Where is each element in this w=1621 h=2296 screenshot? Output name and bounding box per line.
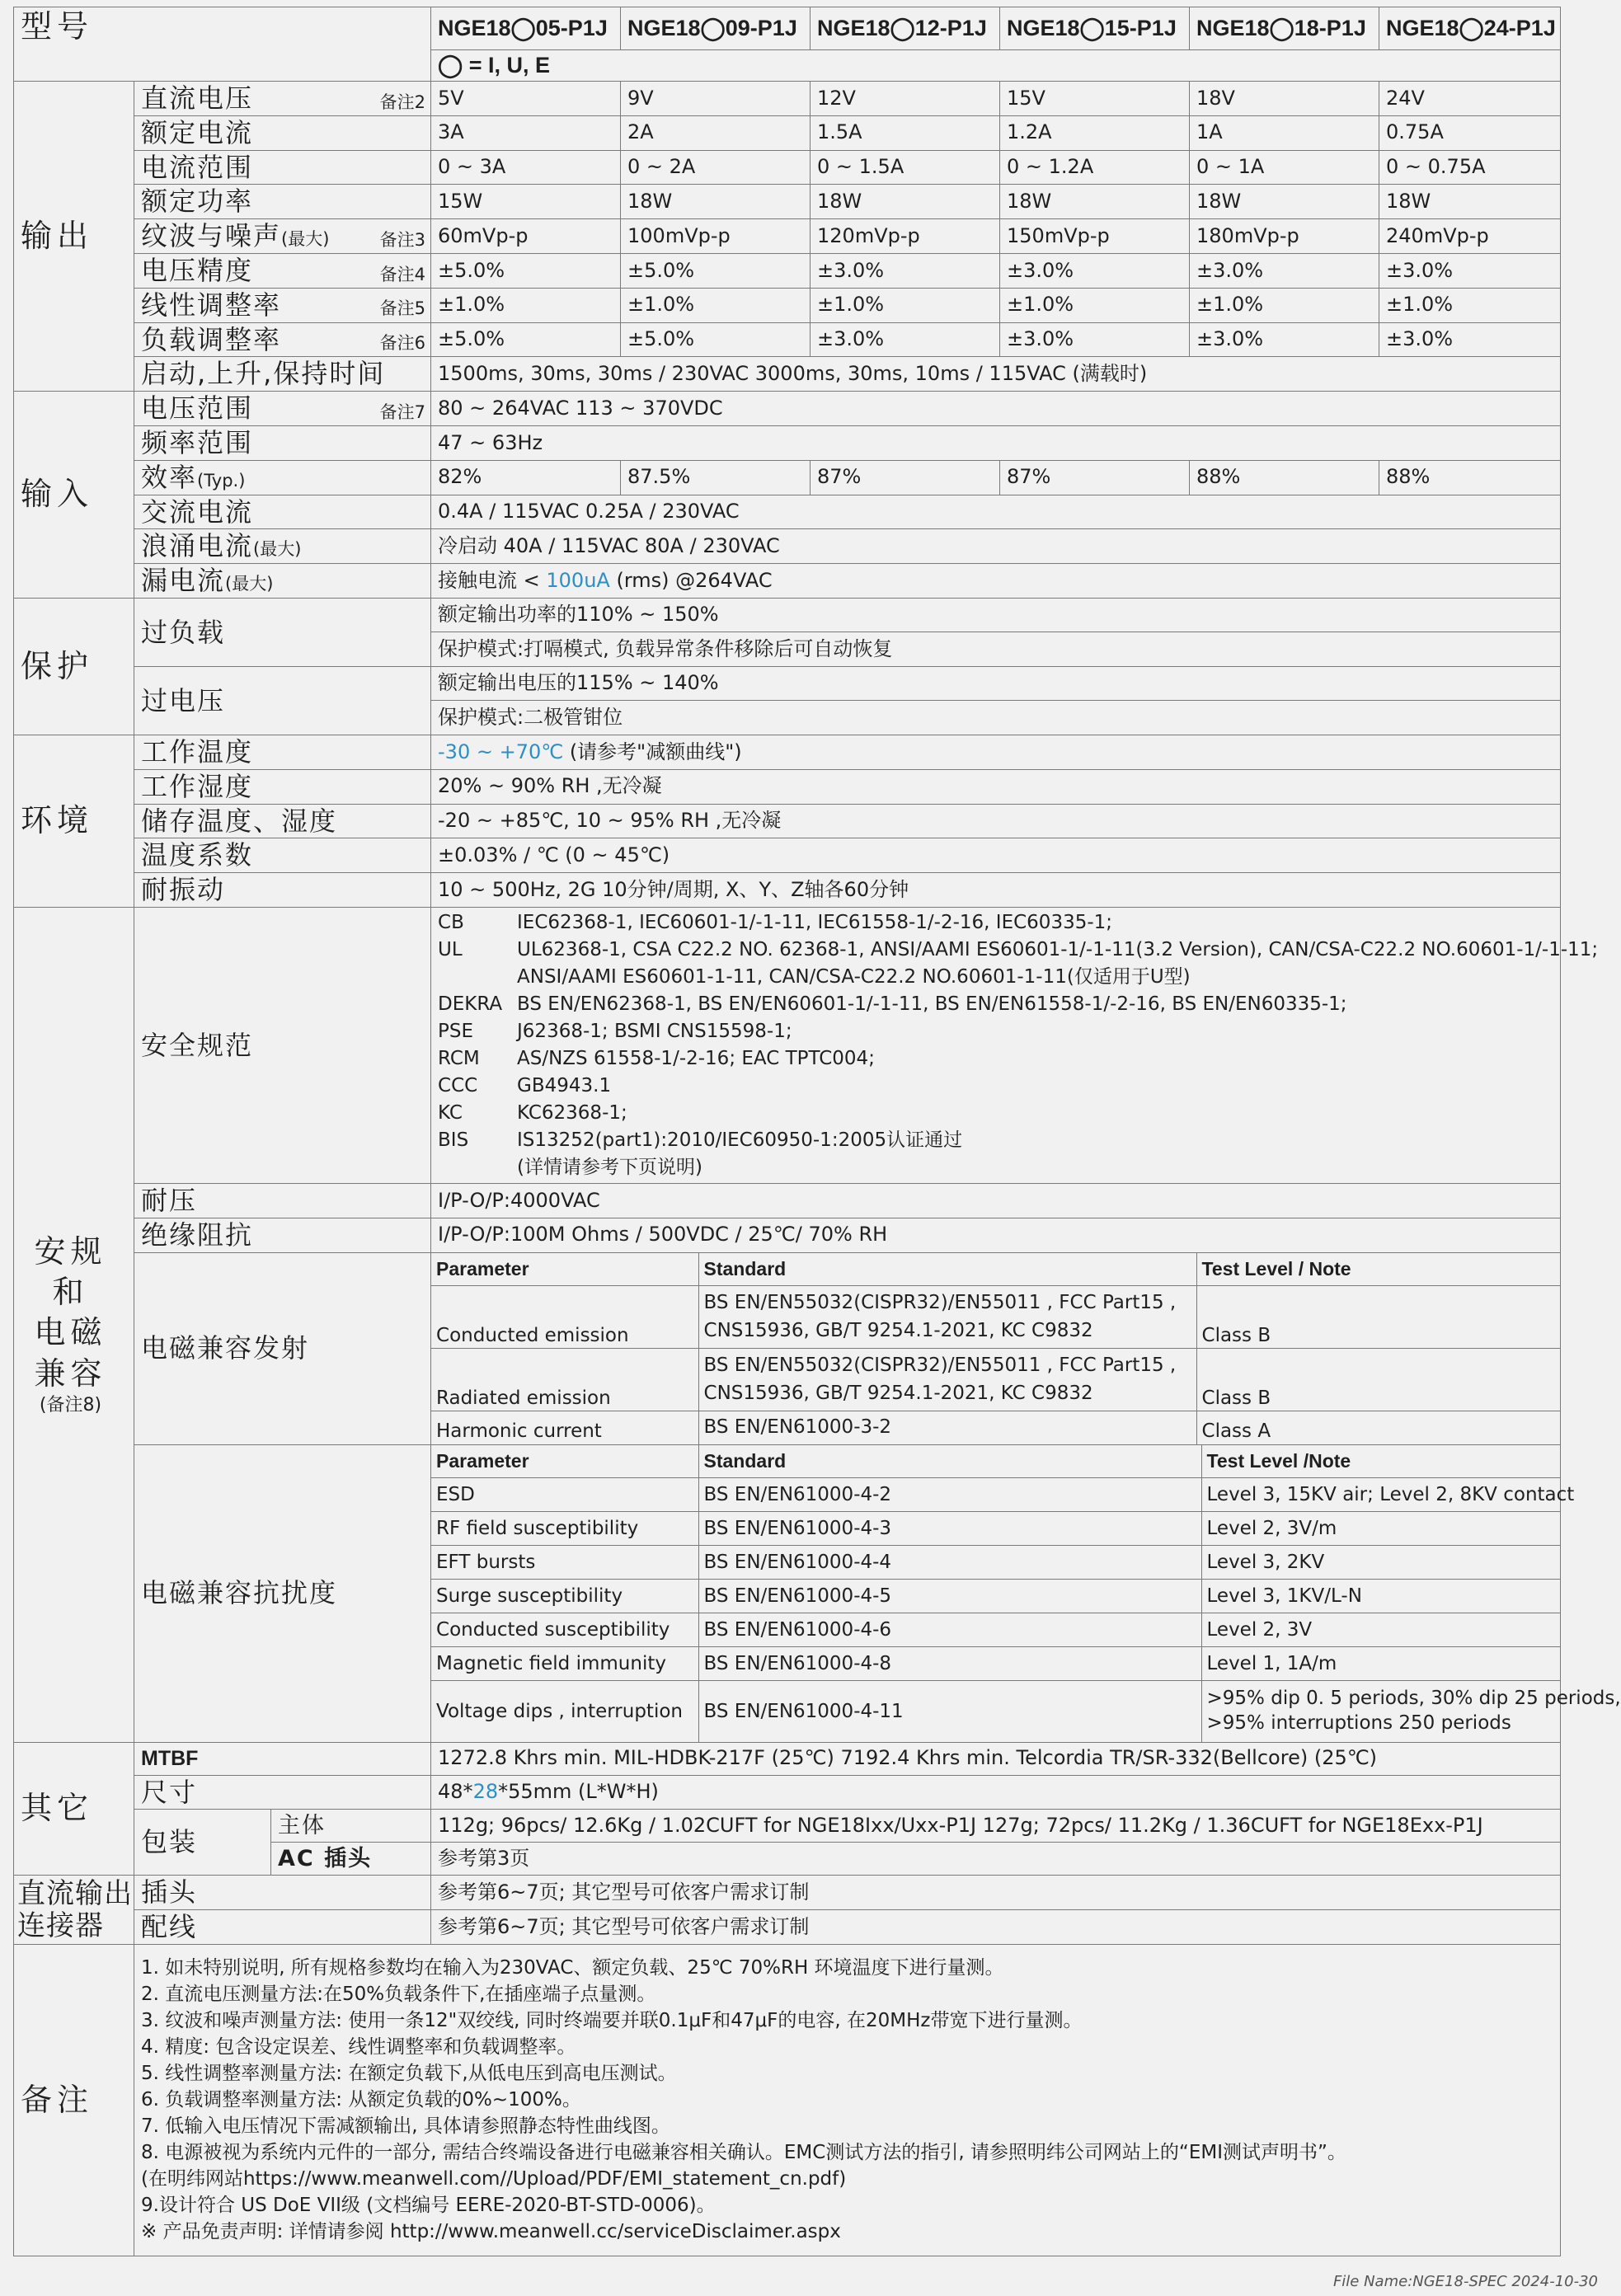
output-value: 18W (621, 185, 810, 219)
ac-current-label: 交流电流 (141, 495, 254, 528)
immunity-level: Level 3, 1KV/L-N (1201, 1580, 1560, 1613)
output-value: 15W (431, 185, 621, 219)
immunity-standard: BS EN/EN61000-4-3 (698, 1512, 1201, 1546)
output-param-qualifier: (最大) (281, 229, 330, 250)
inrush-value: 冷启动 40A / 115VAC 80A / 230VAC (431, 529, 1561, 564)
op-temp-value (431, 735, 1561, 769)
output-value: 120mVp-p (810, 219, 1000, 254)
emission-standard: BS EN/EN55032(CISPR32)/EN55011 , FCC Part15 , (703, 1292, 1177, 1314)
safety-cert: UL (438, 938, 463, 960)
spec-row (14, 357, 1561, 392)
size-value (431, 1775, 1561, 1810)
safety-cert: CB (438, 911, 464, 933)
output-value: 18V (1190, 82, 1379, 116)
size-highlight: 28 (472, 1780, 499, 1804)
note-line: 4. 精度: 包含设定误差、线性调整率和负载调整率。 (141, 2036, 576, 2059)
output-value: 3A (431, 115, 621, 150)
note-line: (在明纬网站https://www.meanwell.com//Upload/PDF/EMI_statement_cn.pdf) (141, 2168, 847, 2190)
output-value: 0 ~ 1.2A (1000, 150, 1190, 185)
efficiency-label: 效率 (141, 461, 198, 493)
output-param-label: 电流范围 (141, 151, 254, 183)
output-param-label: 直流电压 (141, 82, 254, 114)
immunity-table (431, 1445, 1621, 1742)
mtbf-value: 1272.8 Khrs min. MIL-HDBK-217F (25℃) 7192.4 Khrs min. Telcordia TR/SR-332(Bellcore) (25℃) (431, 1742, 1561, 1775)
env-vibration-label: 耐振动 (141, 874, 226, 906)
op-temp-suffix: (请参考"减额曲线") (563, 740, 742, 763)
emc-immunity-label: 电磁兼容抗扰度 (141, 1577, 338, 1609)
output-param (134, 82, 431, 116)
efficiency-qualifier: (Typ.) (197, 470, 246, 491)
output-value: 0 ~ 2A (621, 150, 810, 185)
mtbf-label: MTBF (134, 1742, 431, 1775)
model-name: NGE18◯15-P1J (1000, 7, 1190, 50)
overload-mode: 保护模式:打嗝模式, 负载异常条件移除后可自动恢复 (431, 632, 1561, 667)
output-param-note: 备注2 (379, 92, 426, 112)
overload-label: 过负载 (141, 616, 226, 648)
output-value: 18W (1190, 185, 1379, 219)
overload-range: 额定输出功率的110% ~ 150% (431, 598, 1561, 632)
spec-row (14, 1742, 1561, 1775)
inrush-current-label: 浪涌电流 (141, 530, 254, 562)
immunity-standard: BS EN/EN61000-4-4 (698, 1546, 1201, 1580)
spec-row (14, 185, 1561, 219)
section-others: 其它 (14, 1742, 134, 1876)
startup-value: 1500ms, 30ms, 30ms / 230VAC 3000ms, 30ms, 10ms / 115VAC (满载时) (431, 357, 1561, 392)
section-input: 输入 (14, 392, 134, 599)
isolation-resistance-label: 绝缘阻抗 (141, 1218, 254, 1251)
safety-standards (134, 907, 431, 1183)
output-value: ±3.0% (1190, 253, 1379, 288)
emission-level: Class B (1196, 1349, 1560, 1411)
emission-param: Harmonic current (431, 1411, 698, 1444)
output-value: 18W (1379, 185, 1561, 219)
safety-cert-text: AS/NZS 61558-1/-2-16; EAC TPTC004; (517, 1047, 875, 1069)
output-param-note: 备注3 (379, 229, 426, 250)
note-line: 7. 低输入电压情况下需减额输出, 具体请参照静态特性曲线图。 (141, 2115, 670, 2138)
section-connector (14, 1876, 134, 1945)
isolation-value: I/P-O/P:100M Ohms / 500VDC / 25℃/ 70% RH (431, 1218, 1561, 1252)
variant-note: ◯ = I, U, E (431, 50, 1561, 82)
input-voltage (134, 392, 431, 426)
immunity-header: Test Level /Note (1201, 1445, 1560, 1478)
output-value: 0 ~ 1A (1190, 150, 1379, 185)
note-line: 8. 电源被视为系统内元件的一部分, 需结合终端设备进行电磁兼容相关确认。EMC测试方法的指引, 请参照明纬公司网站上的“EMI测试声明书”。 (141, 2142, 1346, 2164)
spec-row (14, 495, 1561, 529)
section-notes: 备注 (14, 1944, 134, 2256)
spec-row (14, 392, 1561, 426)
section-safety-line: 电磁 (34, 1314, 107, 1351)
spec-row (14, 219, 1561, 254)
input-frequency-value: 47 ~ 63Hz (431, 425, 1561, 460)
emission-header: Test Level / Note (1196, 1253, 1560, 1286)
section-safety-emc (14, 907, 134, 1742)
output-value: 5V (431, 82, 621, 116)
output-param-label: 额定电流 (141, 116, 254, 148)
overload (134, 598, 431, 666)
section-safety-note: (备注8) (39, 1395, 102, 1416)
emission-param: Radiated emission (431, 1349, 698, 1411)
packing-main-label: 主体 (271, 1810, 431, 1843)
input-voltage-note: 备注7 (379, 401, 426, 422)
packing-ac-value: 参考第3页 (431, 1843, 1561, 1876)
output-value: ±1.0% (810, 288, 1000, 322)
efficiency (134, 460, 431, 495)
emission-header: Parameter (431, 1253, 698, 1286)
output-value: 0 ~ 0.75A (1379, 150, 1561, 185)
spec-row (14, 460, 1561, 495)
packing-label: 包装 (141, 1826, 198, 1858)
env-value: ±0.03% / ℃ (0 ~ 45℃) (431, 838, 1561, 873)
immunity-param: Magnetic field immunity (431, 1647, 698, 1681)
spec-row (14, 1183, 1561, 1218)
spec-row (14, 150, 1561, 185)
note-line: ※ 产品免责声明: 详情请参阅 http://www.meanwell.cc/serviceDisclaimer.aspx (141, 2221, 841, 2243)
output-param-label: 纹波与噪声 (141, 220, 282, 252)
section-output: 输出 (14, 82, 134, 392)
immunity-standard: BS EN/EN61000-4-2 (698, 1478, 1201, 1512)
size (134, 1775, 431, 1810)
output-param-note: 备注6 (379, 333, 426, 354)
output-value: 0 ~ 3A (431, 150, 621, 185)
output-param (134, 115, 431, 150)
safety-cert-text: UL62368-1, CSA C22.2 NO. 62368-1, ANSI/AAMI ES60601-1/-1-11(3.2 Version), CAN/CSA-C22.2 NO.60601-1/-1-11; (517, 938, 1599, 960)
safety-cert-text: KC62368-1; (517, 1101, 627, 1124)
note-line: 9.设计符合 US DoE VII级 (文档编号 EERE-2020-BT-STD-0006)。 (141, 2195, 716, 2217)
isolation-resistance (134, 1218, 431, 1252)
startup-time (134, 357, 431, 392)
inrush-current (134, 529, 431, 564)
immunity-level: >95% dip 0. 5 periods, 30% dip 25 periods, (1206, 1687, 1621, 1709)
output-param (134, 185, 431, 219)
output-param-label: 额定功率 (141, 185, 254, 218)
safety-cert-text: IS13252(part1):2010/IEC60950-1:2005认证通过 (517, 1129, 963, 1151)
env-vibration (134, 873, 431, 908)
immunity-standard: BS EN/EN61000-4-8 (698, 1647, 1201, 1681)
output-value: ±3.0% (1379, 322, 1561, 357)
size-post: *55mm (L*W*H) (498, 1780, 659, 1804)
safety-cert-text: IEC62368-1, IEC60601-1/-1-11, IEC61558-1/-2-16, IEC60335-1; (517, 911, 1113, 933)
output-param (134, 219, 431, 254)
output-value: 180mVp-p (1190, 219, 1379, 254)
safety-cert-text: (详情请参考下页说明) (517, 1156, 702, 1178)
output-param-label: 负载调整率 (141, 323, 282, 355)
safety-list (431, 907, 1599, 1183)
output-value: ±1.0% (1379, 288, 1561, 322)
input-frequency-label: 频率范围 (141, 426, 254, 458)
model-name: NGE18◯09-P1J (621, 7, 810, 50)
output-param-note: 备注4 (379, 264, 426, 284)
immunity-level: Level 3, 2KV (1201, 1546, 1560, 1580)
spec-row (14, 115, 1561, 150)
notes-list (134, 1944, 1561, 2256)
op-temp (134, 735, 431, 769)
safety-cert-text: GB4943.1 (517, 1074, 612, 1096)
spec-row (14, 564, 1561, 599)
overvoltage-label: 过电压 (141, 684, 226, 716)
efficiency-value: 87% (810, 460, 1000, 495)
emission-level: Class B (1196, 1286, 1560, 1349)
output-value: 1A (1190, 115, 1379, 150)
model-name: NGE18◯12-P1J (810, 7, 1000, 50)
model-name: NGE18◯24-P1J (1379, 7, 1561, 50)
spec-row (14, 735, 1561, 769)
input-voltage-label: 电压范围 (141, 392, 254, 425)
emission-header: Standard (698, 1253, 1196, 1286)
output-value: 0 ~ 1.5A (810, 150, 1000, 185)
output-value: 24V (1379, 82, 1561, 116)
spec-row (14, 1444, 1561, 1742)
spec-row (14, 873, 1561, 908)
section-safety-line: 和 (52, 1274, 89, 1311)
output-value: 100mVp-p (621, 219, 810, 254)
file-name-footer: File Name:NGE18-SPEC 2024-10-30 (1332, 2273, 1598, 2290)
immunity-standard: BS EN/EN61000-4-11 (698, 1681, 1201, 1742)
safety-standards-label: 安全规范 (141, 1029, 254, 1061)
spec-row (14, 907, 1561, 1183)
spec-row (14, 598, 1561, 632)
immunity-param: ESD (431, 1478, 698, 1512)
output-value: 1.5A (810, 115, 1000, 150)
packing (134, 1810, 271, 1876)
section-connector-line: 直流输出 (17, 1876, 133, 1910)
env-op-humidity-label: 工作湿度 (141, 770, 254, 802)
output-value: ±3.0% (810, 253, 1000, 288)
spec-row (14, 1218, 1561, 1252)
connector-wire-value: 参考第6~7页; 其它型号可依客户需求订制 (431, 1910, 1561, 1945)
spec-row (14, 288, 1561, 322)
safety-cert-text: ANSI/AAMI ES60601-1-11, CAN/CSA-C22.2 NO.60601-1-11(仅适用于U型) (517, 965, 1191, 988)
leakage-current-label: 漏电流 (141, 565, 226, 597)
emc-emission-label: 电磁兼容发射 (141, 1332, 310, 1364)
safety-cert: DEKRA (438, 993, 503, 1015)
spec-row (14, 769, 1561, 804)
spec-row (14, 666, 1561, 701)
ac-current-value: 0.4A / 115VAC 0.25A / 230VAC (431, 495, 1561, 529)
output-value: ±3.0% (1000, 253, 1190, 288)
startup-time-label: 启动,上升,保持时间 (141, 358, 386, 390)
env-value: 20% ~ 90% RH ,无冷凝 (431, 769, 1561, 804)
efficiency-value: 88% (1379, 460, 1561, 495)
immunity-param: Voltage dips , interruption (431, 1681, 698, 1742)
safety-cert: RCM (438, 1047, 480, 1069)
leakage-suffix: (rms) @264VAC (609, 568, 773, 592)
safety-cert-text: J62368-1; BSMI CNS15598-1; (517, 1020, 792, 1042)
output-value: 60mVp-p (431, 219, 621, 254)
packing-ac-label: AC 插头 (271, 1843, 431, 1876)
spec-row (14, 253, 1561, 288)
immunity-header: Parameter (431, 1445, 698, 1478)
leakage-prefix: 接触电流 < (438, 568, 547, 592)
output-value: ±5.0% (431, 322, 621, 357)
output-value: 18W (810, 185, 1000, 219)
spec-row (14, 425, 1561, 460)
emc-emission (134, 1252, 431, 1444)
safety-cert: CCC (438, 1074, 478, 1096)
connector-plug (134, 1876, 431, 1910)
output-value: 150mVp-p (1000, 219, 1190, 254)
env-storage-label: 储存温度、湿度 (141, 805, 338, 837)
output-param (134, 253, 431, 288)
packing-main-value: 112g; 96pcs/ 12.6Kg / 1.02CUFT for NGE18Ixx/Uxx-P1J 127g; 72pcs/ 11.2Kg / 1.36CUFT for NGE18Exx-P1J (431, 1810, 1561, 1843)
emission-table (431, 1253, 1560, 1444)
note-line: 3. 纹波和噪声测量方法: 使用一条12"双绞线, 同时终端要并联0.1μF和47μF的电容, 在20MHz带宽下进行量测。 (141, 2010, 1083, 2032)
env-op-humidity (134, 769, 431, 804)
immunity-param: Conducted susceptibility (431, 1613, 698, 1647)
spec-row (14, 1944, 1561, 2256)
env-temp-coeff (134, 838, 431, 873)
section-environment: 环境 (14, 735, 134, 907)
note-line: 2. 直流电压测量方法:在50%负载条件下,在插座端子点量测。 (141, 1984, 656, 2006)
efficiency-value: 88% (1190, 460, 1379, 495)
spec-row (14, 1775, 1561, 1810)
leakage-current-qualifier: (最大) (225, 574, 274, 594)
withstand-voltage-label: 耐压 (141, 1184, 198, 1216)
output-param (134, 322, 431, 357)
safety-cert: PSE (438, 1020, 474, 1042)
output-param (134, 150, 431, 185)
output-param-note: 备注5 (379, 298, 426, 319)
immunity-level: Level 2, 3V (1201, 1613, 1560, 1647)
spec-row (14, 838, 1561, 873)
output-value: ±1.0% (431, 288, 621, 322)
output-value: 18W (1000, 185, 1190, 219)
input-frequency (134, 425, 431, 460)
output-value: ±1.0% (1190, 288, 1379, 322)
section-protection: 保护 (14, 598, 134, 735)
immunity-standard: BS EN/EN61000-4-6 (698, 1613, 1201, 1647)
output-value: ±5.0% (431, 253, 621, 288)
env-value: 10 ~ 500Hz, 2G 10分钟/周期, X、Y、Z轴各60分钟 (431, 873, 1561, 908)
spec-row (14, 1252, 1561, 1444)
connector-plug-label: 插头 (141, 1876, 198, 1909)
output-value: 1.2A (1000, 115, 1190, 150)
withstand-voltage (134, 1183, 431, 1218)
immunity-level: Level 1, 1A/m (1201, 1647, 1560, 1681)
output-value: 2A (621, 115, 810, 150)
efficiency-value: 87.5% (621, 460, 810, 495)
overvoltage-range: 额定输出电压的115% ~ 140% (431, 666, 1561, 701)
immunity-standard: BS EN/EN61000-4-5 (698, 1580, 1201, 1613)
immunity-header: Standard (698, 1445, 1201, 1478)
emission-standard-cont: CNS15936, GB/T 9254.1-2021, KC C9832 (703, 1319, 1093, 1341)
emission-standard-cont: CNS15936, GB/T 9254.1-2021, KC C9832 (703, 1382, 1093, 1404)
spec-row (14, 82, 1561, 116)
size-pre: 48* (438, 1780, 473, 1804)
spec-row (14, 1876, 1561, 1910)
emission-standard: BS EN/EN55032(CISPR32)/EN55011 , FCC Part15 , (703, 1355, 1177, 1377)
output-param (134, 288, 431, 322)
output-value: ±1.0% (621, 288, 810, 322)
spec-table (13, 7, 1621, 2256)
safety-cert: BIS (438, 1129, 469, 1151)
output-value: ±3.0% (1379, 253, 1561, 288)
output-value: 12V (810, 82, 1000, 116)
spec-row (14, 322, 1561, 357)
leakage-current (134, 564, 431, 599)
output-value: ±3.0% (1000, 322, 1190, 357)
output-value: 0.75A (1379, 115, 1561, 150)
ac-current (134, 495, 431, 529)
section-safety-line: 兼容 (34, 1355, 107, 1392)
section-connector-line: 连接器 (17, 1909, 104, 1942)
emc-immunity (134, 1444, 431, 1742)
immunity-level-cont: >95% interruptions 250 periods (1206, 1711, 1511, 1734)
connector-plug-value: 参考第6~7页; 其它型号可依客户需求订制 (431, 1876, 1561, 1910)
op-temp-label: 工作温度 (141, 735, 254, 768)
output-value: ±3.0% (1190, 322, 1379, 357)
connector-wire-label: 配线 (141, 1911, 198, 1943)
output-value: 15V (1000, 82, 1190, 116)
immunity-param: RF field susceptibility (431, 1512, 698, 1546)
inrush-current-qualifier: (最大) (253, 539, 302, 560)
leakage-value (431, 564, 1561, 599)
emission-block (431, 1252, 1561, 1444)
safety-cert-text: BS EN/EN62368-1, BS EN/EN60601-1/-1-11, BS EN/EN61558-1/-2-16, BS EN/EN60335-1; (517, 993, 1347, 1015)
note-line: 1. 如未特别说明, 所有规格参数均在输入为230VAC、额定负载、25℃ 70%RH 环境温度下进行量测。 (141, 1957, 1004, 1979)
immunity-param: Surge susceptibility (431, 1580, 698, 1613)
spec-row (14, 529, 1561, 564)
output-value: ±5.0% (621, 322, 810, 357)
output-value: ±1.0% (1000, 288, 1190, 322)
spec-row (14, 804, 1561, 838)
leakage-highlight: 100uA (546, 568, 610, 592)
efficiency-value: 82% (431, 460, 621, 495)
overvoltage (134, 666, 431, 735)
spec-sheet (13, 7, 1621, 2256)
output-param-label: 电压精度 (141, 254, 254, 286)
env-storage (134, 804, 431, 838)
immunity-param: EFT bursts (431, 1546, 698, 1580)
model-name: NGE18◯18-P1J (1190, 7, 1379, 50)
env-temp-coeff-label: 温度系数 (141, 839, 254, 871)
immunity-level: Level 3, 15KV air; Level 2, 8KV contact (1201, 1478, 1560, 1512)
note-line: 6. 负载调整率测量方法: 从额定负载的0%~100%。 (141, 2089, 581, 2111)
model-name: NGE18◯05-P1J (431, 7, 621, 50)
env-value: -20 ~ +85℃, 10 ~ 95% RH ,无冷凝 (431, 804, 1561, 838)
section-safety-line: 安规 (34, 1233, 107, 1270)
output-value: 240mVp-p (1379, 219, 1561, 254)
overvoltage-mode: 保护模式:二极管钳位 (431, 701, 1561, 735)
input-voltage-value: 80 ~ 264VAC 113 ~ 370VDC (431, 392, 1561, 426)
efficiency-value: 87% (1000, 460, 1190, 495)
emission-level: Class A (1201, 1420, 1271, 1443)
emission-param: Conducted emission (431, 1286, 698, 1349)
size-label: 尺寸 (141, 1776, 198, 1808)
withstand-value: I/P-O/P:4000VAC (431, 1183, 1561, 1218)
safety-cert: KC (438, 1101, 463, 1124)
emission-standard: BS EN/EN61000-3-2 (703, 1416, 892, 1439)
spec-row (14, 7, 1561, 50)
model-label: 型号 (14, 7, 431, 82)
immunity-block (431, 1444, 1621, 1742)
output-param-label: 线性调整率 (141, 289, 282, 321)
immunity-level: Level 2, 3V/m (1201, 1512, 1560, 1546)
spec-row (14, 1910, 1561, 1945)
op-temp-highlight: -30 ~ +70℃ (438, 740, 564, 763)
output-value: ±3.0% (810, 322, 1000, 357)
output-value: 9V (621, 82, 810, 116)
output-value: ±5.0% (621, 253, 810, 288)
note-line: 5. 线性调整率测量方法: 在额定负载下,从低电压到高电压测试。 (141, 2063, 677, 2085)
connector-wire (134, 1910, 431, 1945)
spec-row (14, 1810, 1561, 1843)
